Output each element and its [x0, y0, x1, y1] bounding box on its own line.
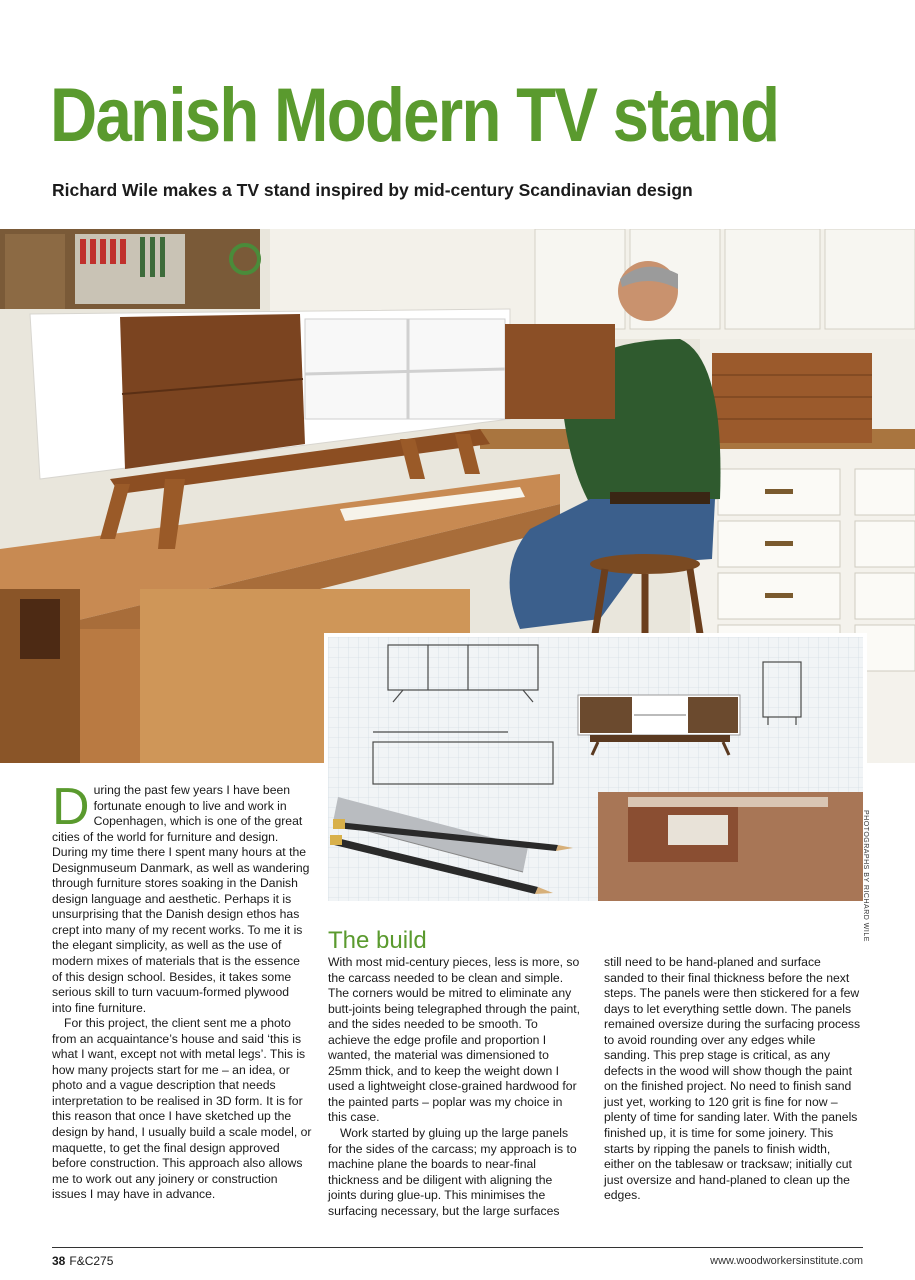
inset-photo-frame	[324, 633, 867, 905]
drop-cap: D	[52, 778, 90, 836]
paragraph: uring the past few years I have been fortunate enough to live and work in Copenhagen, which is one of the great cities of the world for furniture and design. During my time there I spent many hours at the Designmuseum Danmark, as well as wandering through furniture stores soaking in the Danish design language and aesthetic. Perhaps it is unsurprising that the Danish design ethos has crept into many of my recent works. To me it is the elegant simplicity, as well as the use of modern mixes of materials that is the essence of this design school. Besides, it takes some serious skill to turn vacuum-formed plywood into fine furniture.	[52, 783, 310, 1015]
paragraph: Work started by gluing up the large panels for the sides of the carcass; my approach is to machine plane the boards to near-final thickness and be diligent with aligning the joints during glue-up. This minimises the surfacing necessary, but the large surfaces	[328, 1126, 577, 1218]
inset-photo	[328, 637, 863, 901]
footer-website[interactable]: www.woodworkersinstitute.com	[710, 1255, 863, 1267]
paragraph: For this project, the client sent me a photo from an acquaintance’s house and said ‘this is what I want, except not with metal legs’. This is how many projects start for me – an idea, or photo and a vague description that needs interpretation to be realised in 3D form. It is for this reason that once I have sketched up the design by hand, I usually build a scale model, or maquette, to get the final design approved before construction. This approach also allows me to work out any joinery or construction issues I may have in advance.	[52, 1016, 312, 1202]
section-heading: The build	[328, 927, 427, 954]
footer-folio	[52, 1254, 113, 1268]
body-column-2	[328, 955, 582, 1219]
paragraph: still need to be hand-planed and surface sanded to their final thickness before the next steps. The panels were then stickered for a few days to let everything settle down. The panels remained oversize during the surfacing process to avoid rounding over any edges while sanding. This prep stage is critical, as any defects in the wood will show though the paint on the finished project. No need to finish sand just yet, working to 120 grit is fine for now – plenty of time for sanding later. With the panels finished up, it is time for some joinery. This starts by ripping the panels to finish width, either on the tablesaw or tracksaw; initially cut just oversize and hand-planed to clean up the edges.	[604, 955, 861, 1203]
issue-label: F&C275	[69, 1254, 114, 1268]
photo-credit: PHOTOGRAPHS BY RICHARD WILE	[862, 810, 869, 942]
article-subtitle: Richard Wile makes a TV stand inspired by mid-century Scandinavian design	[52, 180, 693, 200]
body-column-1	[52, 778, 312, 1203]
page-number: 38	[52, 1254, 66, 1268]
body-column-3	[604, 955, 863, 1204]
footer-rule	[52, 1247, 863, 1248]
paragraph: With most mid-century pieces, less is more, so the carcass needed to be clean and simple. The corners would be mitred to eliminate any butt-joints being telegraphed through the paint, and the sides needed to be smooth. To achieve the edge profile and proportion I wanted, the material was dimensioned to 25mm thick, and to keep the weight down I used a lightweight close-grained hardwood for the painted parts – poplar was my choice in this case.	[328, 955, 581, 1125]
article-title: Danish Modern TV stand	[50, 73, 779, 158]
